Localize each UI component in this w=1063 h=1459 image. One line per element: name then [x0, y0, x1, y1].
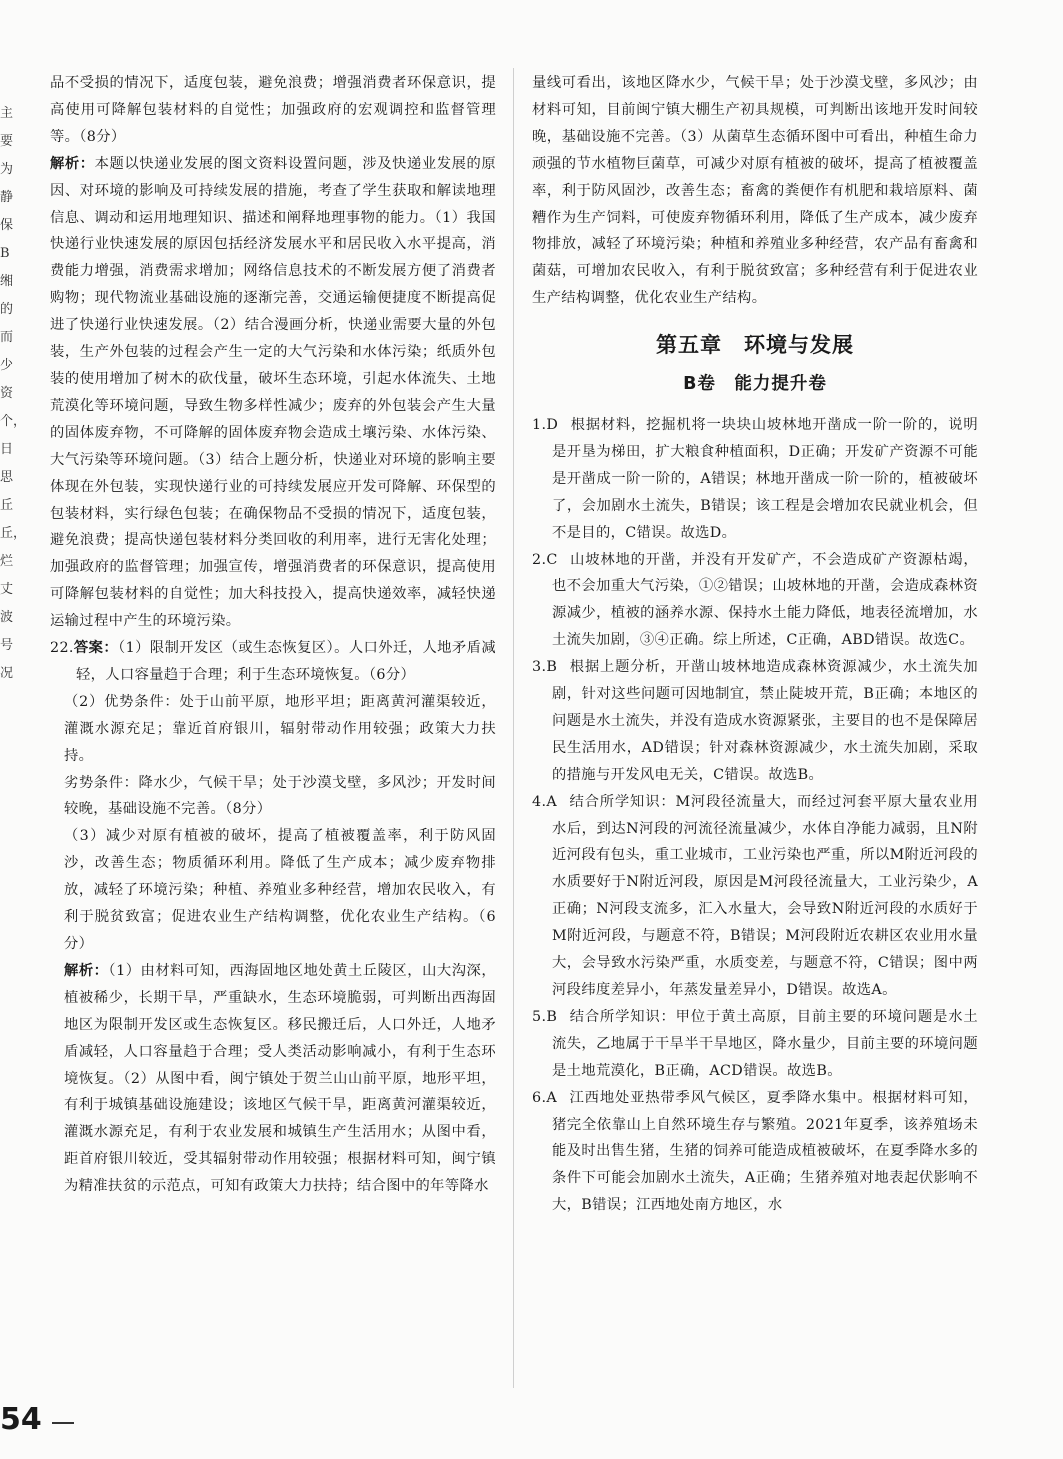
- page-number-rule: [52, 1422, 74, 1424]
- q22-answer-label: 答案：: [73, 640, 119, 657]
- answer-explanation: 江西地处亚热带季风气候区，夏季降水集中。根据材料可知，猪完全依靠山上自然环境生存与繁殖。2021年夏季，该养殖场未能及时出售生猪，生猪的饲养可能造成植被破坏，在夏季降水多的条件下可能会加剧水土流失，A正确；生猪养殖对地表起伏影响不大，B错误；江西地处南方地区，水: [552, 1089, 978, 1214]
- answer-item: [532, 654, 978, 789]
- answer-number: 4.: [532, 793, 547, 810]
- q22-number: 22.: [50, 640, 74, 657]
- answer-explanation: 根据上题分析，开凿山坡林地造成森林资源减少，水土流失加剧，针对这些问题可因地制宜，禁止陡坡开荒，B正确；本地区的问题是水土流失，并没有造成水资源紧张，主要目的也不是保障居民生活用水，AD错误；针对森林资源减少，水土流失加剧，采取的措施与开发风电无关，C错误。故选B。: [552, 659, 978, 783]
- analysis-text: 本题以快递业发展的图文资料设置问题，涉及快递业发展的原因、对环境的影响及可持续发展的措施，考查了学生获取和解读地理信息、调动和运用地理知识、描述和阐释地理事物的能力。（1）我国快递行业快速发展的原因包括经济发展水平和居民收入水平提高，消费能力增强，消费需求增加；网络信息技术的不断发展方便了消费者购物；现代物流业基础设施的逐渐完善，交通运输便捷度不断提高促进了快递行业快速发展。（2）结合漫画分析，快递业需要大量的外包装，生产外包装的过程会产生一定的大气污染和水体污染；纸质外包装的使用增加了树木的砍伐量，破坏生态环境，引起水体流失、土地荒漠化等环境问题，导致生物多样性减少；废弃的外包装会产生大量的固体废弃物，不可降解的固体废弃物会造成土壤污染、水体污染、大气污染等环境问题。（3）结合上题分析，快递业对环境的影响主要体现在外包装，实现快递行业的可持续发展应开发可降解、环保型的包装材料，实行绿色包装；在确保物品不受损的情况下，适度包装，避免浪费；提高快递包装材料分类回收的利用率，进行无害化处理；加强政府的监督管理；加强宣传，增强消费者的环保意识，提高使用可降解包装材料的自觉性；加大科技投入，提高快递效率，减轻快递运输过程中产生的环境污染。: [50, 155, 496, 630]
- chapter-title: 第五章 环境与发展: [656, 333, 854, 358]
- answer-continuation: 品不受损的情况下，适度包装，避免浪费；增强消费者环保意识，提高使用可降解包装材料的自觉性；加强政府的宏观调控和监督管理等。（8分）: [50, 75, 496, 145]
- answer-explanation: 结合所学知识：M河段径流量大，而经过河套平原大量农业用水后，到达N河段的河流径流量减少，水体自净能力减弱，且N附近河段有包头，重工业城市，工业污染也严重，所以M附近河段的水质要好于N附近河段，原因是M河段径流量大，工业污染少，A正确；N河段支流多，汇入水量大，会导致N附近河段的水质好于M附近河段，与题意不符，B错误；M河段附近农耕区农业用水量大，会导致水污染严重，水质变差，与题意不符，C错误；图中两河段纬度差异小，年蒸发量差异小，D错误。故选A。: [552, 793, 978, 998]
- q22-answer-part3: 劣势条件：降水少，气候干旱；处于沙漠戈壁，多风沙；开发时间较晚，基础设施不完善。（8分）: [64, 774, 496, 818]
- page-number: 54: [0, 1402, 42, 1437]
- answer-choice: B: [546, 1008, 558, 1025]
- answer-choice: A: [546, 1089, 558, 1106]
- answer-number: 2.: [532, 551, 547, 568]
- answer-choice: D: [546, 416, 559, 433]
- analysis-label: 解析：: [64, 962, 109, 979]
- q22-answer: [50, 635, 496, 689]
- q22-answer-part4: （3）减少对原有植被的破坏，提高了植被覆盖率，利于防风固沙，改善生态；物质循环利用。降低了生产成本；减少废弃物排放，减轻了环境污染；种植、养殖业多种经营，增加农民收入，有利于脱贫致富；促进农业生产结构调整，优化农业生产结构。（6分）: [64, 828, 496, 952]
- answer-choice: B: [546, 659, 558, 676]
- q22-analysis: [50, 958, 496, 1200]
- answer-number: 1.: [532, 416, 547, 433]
- answer-item: [532, 412, 978, 547]
- analysis-label: 解析：: [50, 155, 95, 172]
- q22-answer-part1: （1）限制开发区（或生态恢复区）。人口外迁，人地矛盾减轻，人口容量趋于合理；利于生态环境恢复。（6分）: [76, 640, 496, 683]
- left-column: [50, 70, 496, 1200]
- analysis-paragraph: [50, 151, 496, 635]
- answer-number: 6.: [532, 1089, 547, 1106]
- answer-list: [532, 412, 978, 1219]
- column-divider: [513, 68, 514, 1388]
- answer-choice: C: [546, 551, 558, 568]
- answer-number: 5.: [532, 1008, 547, 1025]
- answer-item: [532, 789, 978, 1004]
- answer-choice: A: [546, 793, 558, 810]
- section-title: B卷 能力提升卷: [683, 374, 827, 395]
- left-margin-fragments: 主要为静保B缃的而少资个，日思丘丘，烂丈波号况: [0, 106, 27, 681]
- q22-answer-part2: （2）优势条件：处于山前平原，地形平坦；距离黄河灌渠较近，灌溉水源充足；靠近首府银川，辐射带动作用较强；政策大力扶持。: [64, 693, 496, 764]
- answer-explanation: 山坡林地的开凿，并没有开发矿产，不会造成矿产资源枯竭，也不会加重大气污染，①②错误；山坡林地的开凿，会造成森林资源减少，植被的涵养水源、保持水土能力降低，地表径流增加，水土流失加剧，③④正确。综上所述，C正确，ABD错误。故选C。: [552, 551, 978, 649]
- right-column: [532, 70, 978, 1219]
- analysis-continuation: 量线可看出，该地区降水少，气候干旱；处于沙漠戈壁，多风沙；由材料可知，目前闽宁镇大棚生产初具规模，可判断出该地开发时间较晚，基础设施不完善。（3）从菌草生态循环图中可看出，种植生命力顽强的节水植物巨菌草，可减少对原有植被的破坏，提高了植被覆盖率，利于防风固沙，改善生态；畜禽的粪便作有机肥和栽培原料、菌糟作为生产饲料，可使废弃物循环利用，降低了生产成本，减少废弃物排放，减轻了环境污染；种植和养殖业多种经营，农产品有畜禽和菌菇，可增加农民收入，有利于脱贫致富；多种经营有利于促进农业生产结构调整，优化农业生产结构。: [532, 75, 978, 307]
- answer-item: [532, 1004, 978, 1085]
- answer-explanation: 根据材料，挖掘机将一块块山坡林地开凿成一阶一阶的，说明是开垦为梯田，扩大粮食种植面积，D正确；开发矿产资源不可能是开凿成一阶一阶的，A错误；林地开凿成一阶一阶的，植被破坏了，会加剧水土流失，B错误；该工程是会增加农民就业机会，但不是目的，C错误。故选D。: [552, 416, 978, 541]
- answer-number: 3.: [532, 659, 547, 676]
- analysis-text: （1）由材料可知，西海固地区地处黄土丘陵区，山大沟深，植被稀少，长期干旱，严重缺水，生态环境脆弱，可判断出西海固地区为限制开发区或生态恢复区。移民搬迁后，人口外迁，人地矛盾减轻，人口容量趋于合理；受人类活动影响减小，有利于生态环境恢复。（2）从图中看，闽宁镇处于贺兰山山前平原，地形平坦，有利于城镇基础设施建设；该地区气候干旱，距离黄河灌渠较近，灌溉水源充足，有利于农业发展和城镇生产生活用水；从图中看，距首府银川较近，受其辐射带动作用较强；根据材料可知，闽宁镇为精准扶贫的示范点，可知有政策大力扶持；结合图中的年等降水: [64, 962, 496, 1195]
- answer-item: [532, 547, 978, 655]
- answer-item: [532, 1085, 978, 1220]
- answer-explanation: 结合所学知识：甲位于黄土高原，目前主要的环境问题是水土流失，乙地属于干旱半干旱地区，降水量少，目前主要的环境问题是土地荒漠化，B正确，ACD错误。故选B。: [552, 1008, 978, 1079]
